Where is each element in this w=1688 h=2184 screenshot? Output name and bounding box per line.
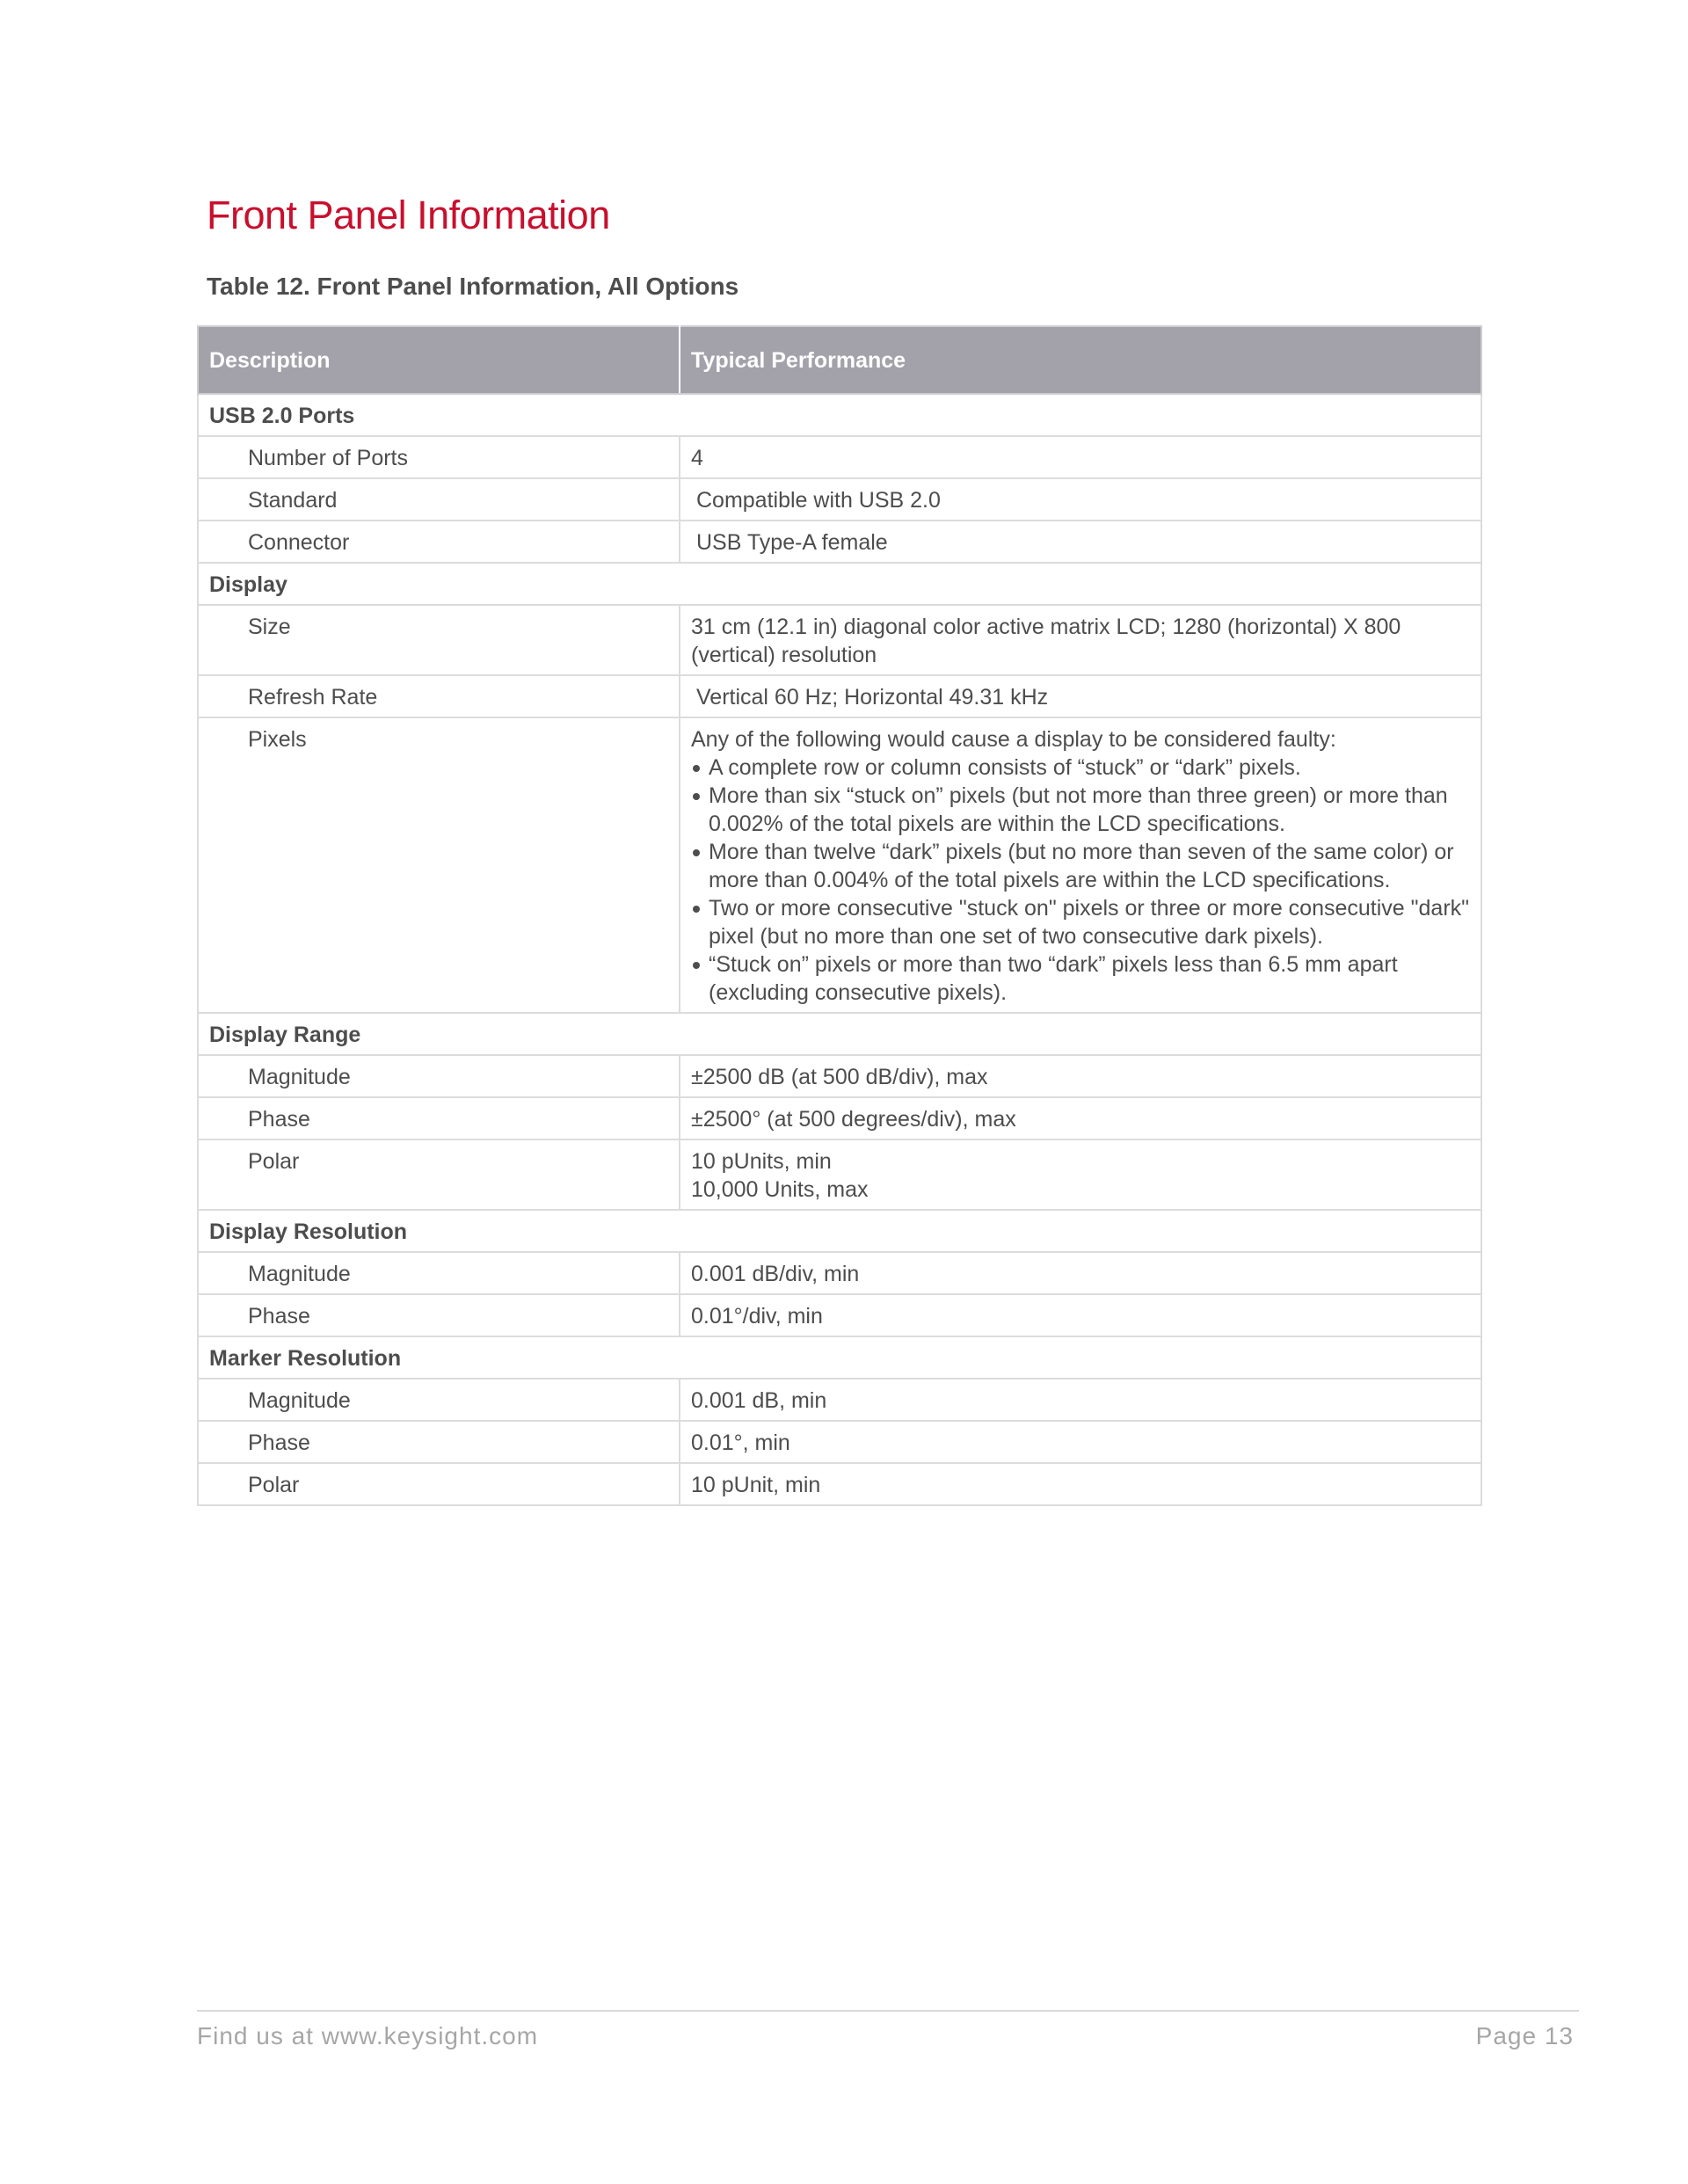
list-item [691, 894, 1470, 950]
row-label: Polar [198, 1139, 680, 1210]
footer-divider [197, 2010, 1579, 2012]
row-label: Phase [198, 1421, 680, 1463]
row-label: Magnitude [198, 1252, 680, 1294]
footer-website: Find us at www.keysight.com [197, 2022, 539, 2049]
bullet-icon [693, 765, 700, 772]
row-label: Phase [198, 1294, 680, 1336]
section-row-display-resolution [198, 1210, 1481, 1252]
section-row-marker-resolution [198, 1336, 1481, 1379]
bullet-text: More than twelve “dark” pixels (but no more than seven of the same color) or more than 0.004% of the total pixels are within the LCD specifications. [709, 840, 1454, 892]
table-row [198, 1139, 1481, 1210]
row-label: Size [198, 605, 680, 675]
row-label: Magnitude [198, 1379, 680, 1421]
polar-min-value: 10 pUnits, min [691, 1149, 832, 1174]
bullet-icon [693, 962, 700, 969]
table-row [198, 1055, 1481, 1097]
list-item [691, 838, 1470, 894]
row-label: Standard [198, 478, 680, 521]
table-row [198, 717, 1481, 1013]
row-label: Magnitude [198, 1055, 680, 1097]
row-value: 4 [680, 436, 1481, 478]
row-value: Vertical 60 Hz; Horizontal 49.31 kHz [680, 675, 1481, 717]
row-value: 0.001 dB/div, min [680, 1252, 1481, 1294]
row-label: Number of Ports [198, 436, 680, 478]
row-label: Phase [198, 1097, 680, 1139]
row-value [680, 1139, 1481, 1210]
table-row [198, 605, 1481, 675]
bullet-text: A complete row or column consists of “stuck” or “dark” pixels. [709, 755, 1301, 780]
row-label: Pixels [198, 717, 680, 1013]
footer-page-number: Page 13 [1475, 2022, 1574, 2049]
section-heading: Display Range [198, 1013, 1481, 1055]
pixels-bullet-list [691, 753, 1470, 1007]
table-row [198, 521, 1481, 563]
row-label: Refresh Rate [198, 675, 680, 717]
row-value: 31 cm (12.1 in) diagonal color active matrix LCD; 1280 (horizontal) X 800 (vertical) resolution [680, 605, 1481, 675]
row-value: ±2500 dB (at 500 dB/div), max [680, 1055, 1481, 1097]
row-value: 0.01°, min [680, 1421, 1481, 1463]
page-title: Front Panel Information [207, 193, 610, 237]
polar-max-value: 10,000 Units, max [691, 1177, 869, 1202]
row-value: 0.01°/div, min [680, 1294, 1481, 1336]
row-label: Connector [198, 521, 680, 563]
table-row [198, 1252, 1481, 1294]
row-value: Compatible with USB 2.0 [680, 478, 1481, 521]
table-row [198, 1463, 1481, 1505]
list-item [691, 753, 1470, 782]
table-caption: Table 12. Front Panel Information, All Options [207, 273, 739, 300]
table-row [198, 675, 1481, 717]
section-heading: Marker Resolution [198, 1336, 1481, 1379]
section-heading: Display [198, 563, 1481, 605]
bullet-icon [693, 906, 700, 913]
row-value: 0.001 dB, min [680, 1379, 1481, 1421]
table-row [198, 436, 1481, 478]
list-item [691, 782, 1470, 838]
section-heading: Display Resolution [198, 1210, 1481, 1252]
bullet-text: “Stuck on” pixels or more than two “dark” pixels less than 6.5 mm apart (excluding consecutive pixels). [709, 952, 1398, 1005]
row-value: USB Type-A female [680, 521, 1481, 563]
row-value: 10 pUnit, min [680, 1463, 1481, 1505]
row-label: Polar [198, 1463, 680, 1505]
table-row [198, 1421, 1481, 1463]
section-row-display [198, 563, 1481, 605]
row-value: ±2500° (at 500 degrees/div), max [680, 1097, 1481, 1139]
section-row-display-range [198, 1013, 1481, 1055]
front-panel-table [197, 325, 1482, 1506]
header-description: Description [198, 326, 680, 394]
pixels-criteria-cell [680, 717, 1481, 1013]
bullet-icon [693, 793, 700, 800]
table-row [198, 1097, 1481, 1139]
table-row [198, 1379, 1481, 1421]
bullet-text: More than six “stuck on” pixels (but not more than three green) or more than 0.002% of the total pixels are within the LCD specifications. [709, 783, 1448, 836]
table-row [198, 1294, 1481, 1336]
bullet-icon [693, 849, 700, 856]
header-typical-performance: Typical Performance [680, 326, 1481, 394]
pixels-intro: Any of the following would cause a display to be considered faulty: [691, 727, 1336, 752]
section-row-usb [198, 394, 1481, 436]
section-heading: USB 2.0 Ports [198, 394, 1481, 436]
list-item [691, 950, 1470, 1007]
table-header-row [198, 326, 1481, 394]
table-row [198, 478, 1481, 521]
bullet-text: Two or more consecutive "stuck on" pixels or three or more consecutive "dark" pixel (but no more than one set of two consecutive dark pixels). [709, 896, 1470, 949]
